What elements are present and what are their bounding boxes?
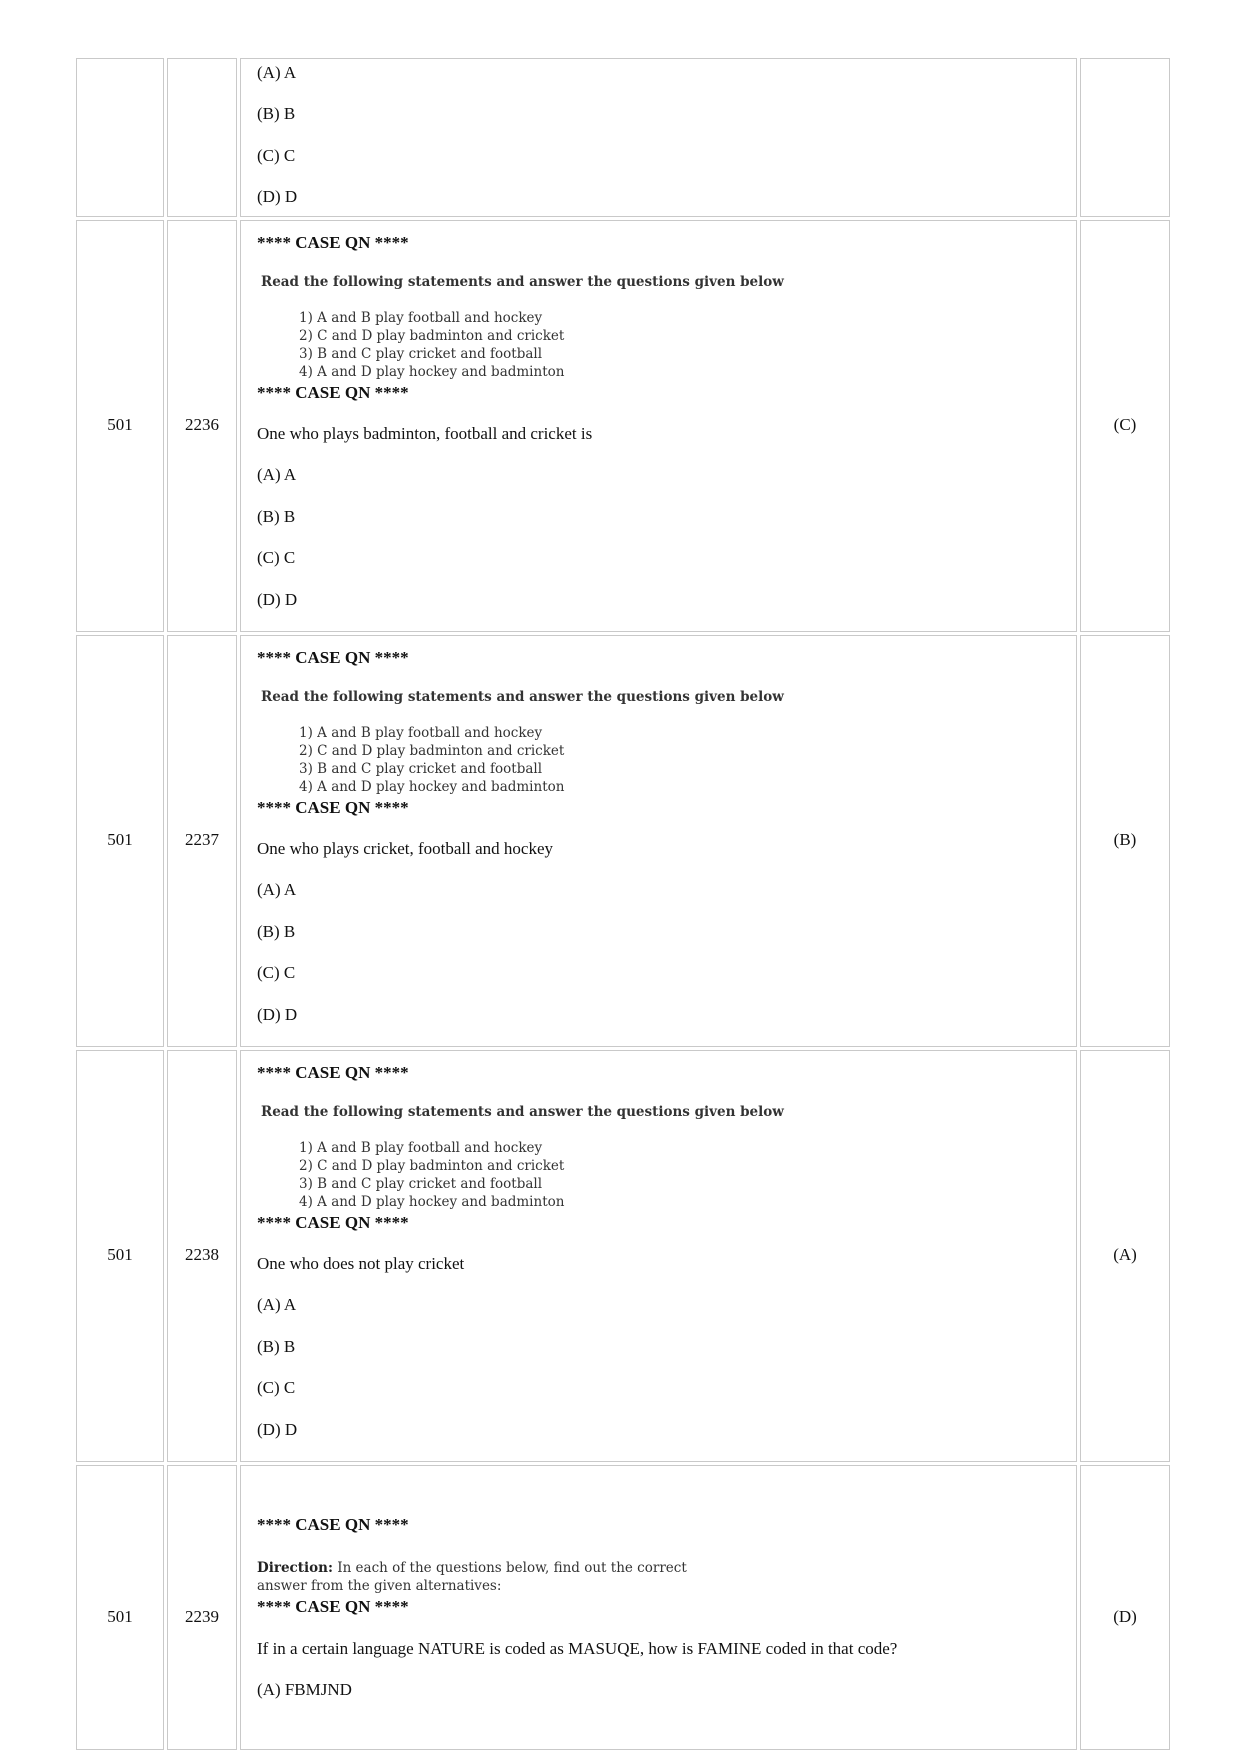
case-intro: Read the following statements and answer the questions given below	[261, 1104, 784, 1121]
question-id-cell: 2237	[167, 635, 237, 1047]
answer-cell: (A)	[1080, 1050, 1170, 1462]
question-cell	[240, 220, 1077, 632]
statement-item: 2) C and D play badminton and cricket	[299, 327, 565, 344]
case-open-marker: **** CASE QN ****	[257, 648, 409, 668]
table-row	[76, 1465, 1170, 1750]
case-close-marker: **** CASE QN ****	[257, 1597, 409, 1617]
option-a: (A) A	[257, 880, 297, 900]
statement-item: 4) A and D play hockey and badminton	[299, 363, 565, 380]
table-row	[76, 220, 1170, 632]
case-close-marker: **** CASE QN ****	[257, 797, 409, 817]
case-open-marker: **** CASE QN ****	[257, 1514, 409, 1534]
statement-list	[299, 1139, 1060, 1211]
answer-cell: (D)	[1080, 1465, 1170, 1750]
case-close-marker: **** CASE QN ****	[257, 382, 409, 402]
option-b: (B) B	[257, 104, 296, 124]
question-cell	[240, 635, 1077, 1047]
direction-line-2: answer from the given alternatives:	[257, 1578, 502, 1595]
statement-item: 3) B and C play cricket and football	[299, 1175, 543, 1192]
answer-cell	[1080, 58, 1170, 217]
answer-cell: (C)	[1080, 220, 1170, 632]
subject-code-cell: 501	[76, 220, 164, 632]
subject-code-cell: 501	[76, 1050, 164, 1462]
option-c: (C) C	[257, 1378, 296, 1398]
statement-item: 3) B and C play cricket and football	[299, 760, 543, 777]
option-b: (B) B	[257, 1336, 296, 1356]
option-a: (A) FBMJND	[257, 1679, 352, 1699]
question-text: One who plays badminton, football and cricket is	[257, 424, 593, 444]
statement-list	[299, 309, 1060, 381]
subject-code-cell: 501	[76, 635, 164, 1047]
table-row	[76, 635, 1170, 1047]
subject-code-cell: 501	[76, 1465, 164, 1750]
statement-item: 2) C and D play badminton and cricket	[299, 1157, 565, 1174]
statement-item: 2) C and D play badminton and cricket	[299, 742, 565, 759]
question-text: One who plays cricket, football and hockey	[257, 839, 553, 859]
option-d: (D) D	[257, 1004, 298, 1024]
question-cell	[240, 1465, 1077, 1750]
option-c: (C) C	[257, 963, 296, 983]
option-a: (A) A	[257, 1295, 297, 1315]
question-cell	[240, 1050, 1077, 1462]
case-open-marker: **** CASE QN ****	[257, 1063, 409, 1083]
case-intro: Read the following statements and answer the questions given below	[261, 689, 784, 706]
option-d: (D) D	[257, 187, 298, 207]
direction-label: Direction:	[257, 1560, 333, 1577]
statement-item: 1) A and B play football and hockey	[299, 1139, 543, 1156]
case-open-marker: **** CASE QN ****	[257, 233, 409, 253]
direction-text	[257, 1559, 1060, 1595]
statement-item: 4) A and D play hockey and badminton	[299, 778, 565, 795]
table-row	[76, 1050, 1170, 1462]
question-text: One who does not play cricket	[257, 1254, 465, 1274]
question-id-cell: 2239	[167, 1465, 237, 1750]
statement-item: 1) A and B play football and hockey	[299, 724, 543, 741]
option-b: (B) B	[257, 921, 296, 941]
statement-item: 3) B and C play cricket and football	[299, 345, 543, 362]
option-a: (A) A	[257, 465, 297, 485]
question-table	[73, 58, 1173, 1753]
case-intro: Read the following statements and answer the questions given below	[261, 274, 784, 291]
statement-item: 1) A and B play football and hockey	[299, 309, 543, 326]
subject-code-cell	[76, 58, 164, 217]
option-c: (C) C	[257, 145, 296, 165]
option-d: (D) D	[257, 1419, 298, 1439]
answer-cell: (B)	[1080, 635, 1170, 1047]
statement-item: 4) A and D play hockey and badminton	[299, 1193, 565, 1210]
question-table-page	[73, 58, 1173, 1755]
option-d: (D) D	[257, 589, 298, 609]
table-row	[76, 58, 1170, 217]
statement-list	[299, 724, 1060, 796]
question-text: If in a certain language NATURE is coded as MASUQE, how is FAMINE coded in that code?	[257, 1638, 898, 1658]
question-id-cell	[167, 58, 237, 217]
question-id-cell: 2238	[167, 1050, 237, 1462]
option-b: (B) B	[257, 506, 296, 526]
question-cell	[240, 58, 1077, 217]
option-c: (C) C	[257, 548, 296, 568]
option-a: (A) A	[257, 63, 297, 82]
direction-line-1: In each of the questions below, find out the correct	[337, 1560, 687, 1577]
question-id-cell: 2236	[167, 220, 237, 632]
case-close-marker: **** CASE QN ****	[257, 1212, 409, 1232]
